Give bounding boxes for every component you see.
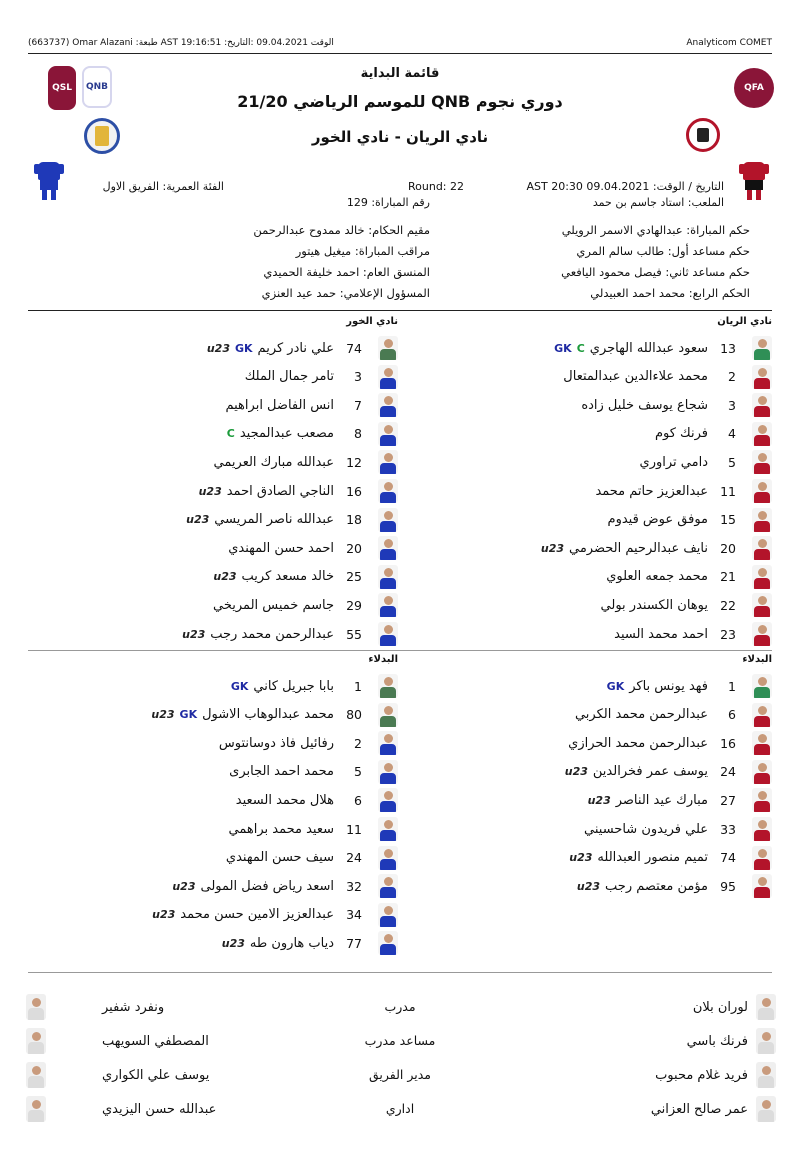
player-photo [378,422,398,446]
home-player-row [655,420,772,448]
u23-badge: u23 [206,341,230,355]
u23-badge: u23 [564,765,588,779]
home-subs-label: البدلاء [742,654,772,665]
away-staff-row [26,1094,216,1124]
player-name: بابا جبريل كاني [253,678,334,694]
u23-badge: u23 [152,908,176,922]
player-number: 18 [346,512,362,528]
player-name: يوسف عمر فخرالدين [592,764,708,780]
home-staff-row [651,1094,776,1124]
u23-badge: u23 [540,541,564,555]
official-media-officer: المسؤول الإعلامي: حمد عيد العنزي [261,286,430,300]
player-name: انس الفاضل ابراهيم [225,397,334,413]
player-photo [752,874,772,898]
player-number: 6 [728,707,736,723]
player-photo [378,874,398,898]
u23-badge: u23 [186,513,210,527]
player-number: 3 [354,369,362,385]
player-number: 20 [346,540,362,556]
home-player-row [563,363,772,391]
staff-role: مدير الفريق [368,1067,431,1082]
home-player-row [569,844,772,872]
home-staff-name: فرنك باسي [686,1033,748,1049]
away-staff-row [26,992,164,1022]
player-number: 32 [346,878,362,894]
official-assessor: مقيم الحكام: خالد ممدوح عبدالرحمن [253,223,430,237]
player-photo [378,593,398,617]
away-player-row [229,758,398,786]
u23-badge: u23 [587,793,611,807]
staff-photo [26,1096,46,1122]
player-number: 29 [346,597,362,613]
player-number: 7 [354,397,362,413]
player-photo [378,903,398,927]
player-number: 25 [346,569,362,585]
match-round: Round: 22 [408,180,465,193]
header-divider [28,53,772,54]
player-name: محمد جمعه العلوي [606,569,708,585]
player-number: 55 [346,626,362,642]
staff-photo [756,1096,776,1122]
away-player-row [182,620,398,648]
player-photo [378,931,398,955]
player-number: 34 [346,907,362,923]
away-player-row [151,701,398,729]
away-staff-name: عبدالله حسن اليزيدي [102,1101,217,1117]
home-player-row [565,758,772,786]
player-photo [752,508,772,532]
player-photo [752,817,772,841]
player-name: يوهان الكسندر بولي [600,597,708,613]
player-number: 27 [720,792,736,808]
player-name: عبدالله مبارك العريمي [213,454,334,470]
match-title: نادي الريان - نادي الخور [311,128,489,146]
player-number: 13 [720,340,736,356]
doc-title: قائمة البداية [360,66,440,81]
player-photo [752,536,772,560]
away-subs-label: البدلاء [368,654,398,665]
player-name: فرنك كوم [654,426,708,442]
player-number: 5 [728,454,736,470]
goalkeeper-badge: GK [554,341,572,355]
player-photo [378,508,398,532]
player-photo [752,336,772,360]
staff-photo [26,1028,46,1054]
home-staff-name: لوران بلان [692,999,748,1015]
player-photo [752,731,772,755]
away-staff-name: يوسف علي الكواري [102,1067,210,1083]
staff-photo [756,1062,776,1088]
player-number: 4 [728,426,736,442]
player-number: 24 [720,764,736,780]
league-title: دوري نجوم QNB للموسم الرياضي 21/20 [237,92,563,111]
player-photo [752,479,772,503]
home-player-row [614,620,772,648]
official-assistant-2: حكم مساعد ثاني: فيصل محمود اليافعي [561,265,750,279]
player-name: تامر جمال الملك [244,369,334,385]
home-player-row [607,672,772,700]
qfa-logo: QFA [734,68,774,108]
home-player-row [601,591,772,619]
subs-divider [28,650,772,651]
player-number: 12 [346,454,362,470]
player-number: 11 [346,821,362,837]
goalkeeper-badge: GK [179,708,198,722]
player-name: مصعب عبدالمجيد [239,426,334,442]
player-photo [752,565,772,589]
player-photo [752,788,772,812]
official-fourth: الحكم الرابع: محمد احمد العبيدلي [590,286,750,300]
home-player-row [541,534,772,562]
player-name: تميم منصور العبدالله [597,850,708,866]
home-player-row [584,815,772,843]
staff-role: مساعد مدرب [364,1033,436,1048]
player-number: 5 [354,764,362,780]
home-player-row [608,506,772,534]
player-number: 1 [354,678,362,694]
home-kit-icon [741,162,767,200]
player-number: 15 [720,512,736,528]
home-player-row [575,701,772,729]
away-player-row [228,534,398,562]
qsl-logo: QSL [48,66,76,110]
player-number: 33 [720,821,736,837]
qnb-logo: QNB [82,66,112,108]
player-photo [752,450,772,474]
u23-badge: u23 [172,879,196,893]
player-number: 24 [346,850,362,866]
player-number: 11 [720,483,736,499]
player-photo [752,703,772,727]
player-photo [378,846,398,870]
home-player-row [568,729,772,757]
away-player-row [213,563,398,591]
official-referee: حكم المباراة: عبدالهادي الاسمر الرويلي [561,223,750,237]
away-kit-icon [36,162,62,200]
player-name: رفائيل فاذ دوسانتوس [218,735,334,751]
officials-divider [28,310,772,311]
away-staff-name: ونفرد شفير [102,999,165,1015]
home-staff-name: فريد غلام محبوب [655,1067,748,1083]
staff-photo [26,994,46,1020]
goalkeeper-badge: GK [606,679,625,693]
player-number: 74 [346,340,362,356]
player-number: 20 [720,540,736,556]
home-player-row [554,334,772,362]
player-name: احمد محمد السيد [614,626,708,642]
player-name: احمد حسن المهندي [228,540,334,556]
away-staff-row [26,1026,209,1056]
player-number: 1 [728,678,736,694]
official-assistant-1: حكم مساعد أول: طالب سالم المري [576,244,750,258]
home-team-label: نادي الريان [717,316,772,327]
away-player-row [231,672,398,700]
print-header [28,38,772,52]
player-name: خالد مسعد كريب [241,569,334,585]
away-player-row [207,334,398,362]
player-photo [378,674,398,698]
home-staff-row [655,1060,776,1090]
player-name: موفق عوض قيدوم [607,512,708,528]
player-photo [752,760,772,784]
home-staff-row [693,992,776,1022]
player-name: عبدالرحمن محمد الحرازي [568,735,708,751]
home-player-row [577,872,772,900]
player-photo [752,365,772,389]
player-photo [752,674,772,698]
player-number: 6 [354,792,362,808]
player-photo [378,703,398,727]
official-match-commissioner: مراقب المباراة: ميغيل هيتور [295,244,430,258]
home-player-row [640,448,772,476]
player-number: 23 [720,626,736,642]
match-number: رقم المباراة: 129 [346,196,430,209]
away-player-row [229,815,398,843]
staff-photo [756,1028,776,1054]
away-player-row [214,448,398,476]
player-photo [378,622,398,646]
away-player-row [199,477,398,505]
player-photo [752,622,772,646]
away-player-row [219,729,398,757]
home-player-row [606,563,772,591]
captain-badge: C [576,341,585,355]
player-name: دياب هارون طه [249,935,334,951]
match-datetime: التاريخ / الوقت: 09.04.2021 AST 20:30 [526,180,724,193]
player-number: 80 [346,707,362,723]
staff-role: اداري [385,1101,415,1116]
player-photo [378,536,398,560]
player-name: محمد عبدالوهاب الاشول [202,707,334,723]
player-name: عبدالله ناصر المريسي [214,512,334,528]
player-photo [378,760,398,784]
goalkeeper-badge: GK [230,679,249,693]
player-number: 77 [346,935,362,951]
player-number: 16 [720,735,736,751]
u23-badge: u23 [151,708,175,722]
player-number: 2 [354,735,362,751]
player-name: مؤمن معتصم رجب [605,878,708,894]
player-name: اسعد رياض فضل المولى [200,878,334,894]
player-name: دامي تراوري [639,454,708,470]
player-number: 74 [720,850,736,866]
match-stadium: الملعب: استاد جاسم بن حمد [592,196,724,209]
player-photo [378,479,398,503]
player-name: نايف عبدالرحيم الحضرمي [569,540,708,556]
away-player-row [225,391,398,419]
home-player-row [595,477,772,505]
player-name: محمد علاءالدين عبدالمتعال [563,369,708,385]
player-photo [752,593,772,617]
player-number: 21 [720,569,736,585]
player-number: 3 [728,397,736,413]
player-name: سعود عبدالله الهاجري [589,340,708,356]
home-staff-row [687,1026,776,1056]
player-name: الناجي الصادق احمد [226,483,334,499]
player-number: 2 [728,369,736,385]
goalkeeper-badge: GK [234,341,253,355]
away-staff-row [26,1060,209,1090]
home-player-row [581,391,772,419]
staff-photo [26,1062,46,1088]
away-player-row [222,929,398,957]
staff-photo [756,994,776,1020]
player-name: عبدالرحمن محمد رجب [210,626,334,642]
u23-badge: u23 [576,879,601,893]
staff-role: مدرب [384,999,416,1014]
player-photo [378,393,398,417]
player-photo [378,450,398,474]
player-name: سيف حسن المهندي [225,850,334,866]
player-photo [378,336,398,360]
away-player-row [186,506,398,534]
official-general-coordinator: المنسق العام: احمد خليفة الحميدي [263,265,430,279]
away-player-row [245,363,398,391]
player-name: علي فريدون شاحسيني [584,821,708,837]
player-photo [378,817,398,841]
player-number: 22 [720,597,736,613]
away-player-row [227,420,398,448]
player-name: عبدالعزيز الامين حسن محمد [180,907,334,923]
player-name: عبدالعزيز حاتم محمد [595,483,708,499]
player-name: علي نادر كريم [257,340,334,356]
player-photo [752,846,772,870]
u23-badge: u23 [198,484,222,498]
player-name: مبارك عيد الناصر [615,792,708,808]
print-info: (663737) Omar Alazani :طبعة AST 19:16:51 :الوقت 09.04.2021 :التاريخ [28,38,334,48]
u23-badge: u23 [213,570,237,584]
away-staff-name: المصطفي السويهب [102,1033,209,1049]
player-name: فهد يونس باكر [629,678,708,694]
player-photo [378,731,398,755]
player-number: 95 [720,878,736,894]
player-name: هلال محمد السعيد [235,792,334,808]
u23-badge: u23 [182,627,206,641]
age-category: الفئة العمرية: الفريق الاول [102,180,224,193]
player-name: جاسم خميس المريخي [213,597,334,613]
away-player-row [152,901,398,929]
home-player-row [588,786,772,814]
brand-label: Analyticom COMET [686,38,772,48]
player-number: 16 [346,483,362,499]
player-photo [378,365,398,389]
player-photo [378,565,398,589]
u23-badge: u23 [569,851,593,865]
staff-divider [28,972,772,973]
player-name: محمد احمد الجابرى [229,764,334,780]
player-name: عبدالرحمن محمد الكربي [574,707,708,723]
player-photo [752,422,772,446]
away-player-row [236,786,398,814]
player-name: شجاع يوسف خليل زاده [581,397,708,413]
player-photo [752,393,772,417]
away-player-row [226,844,398,872]
away-player-row [172,872,398,900]
player-photo [378,788,398,812]
captain-badge: C [226,427,235,441]
away-team-label: نادي الخور [346,316,398,327]
u23-badge: u23 [221,936,245,950]
player-name: سعيد محمد براهمي [228,821,334,837]
home-staff-name: عمر صالح العزاني [650,1101,748,1117]
player-number: 8 [354,426,362,442]
away-player-row [213,591,398,619]
